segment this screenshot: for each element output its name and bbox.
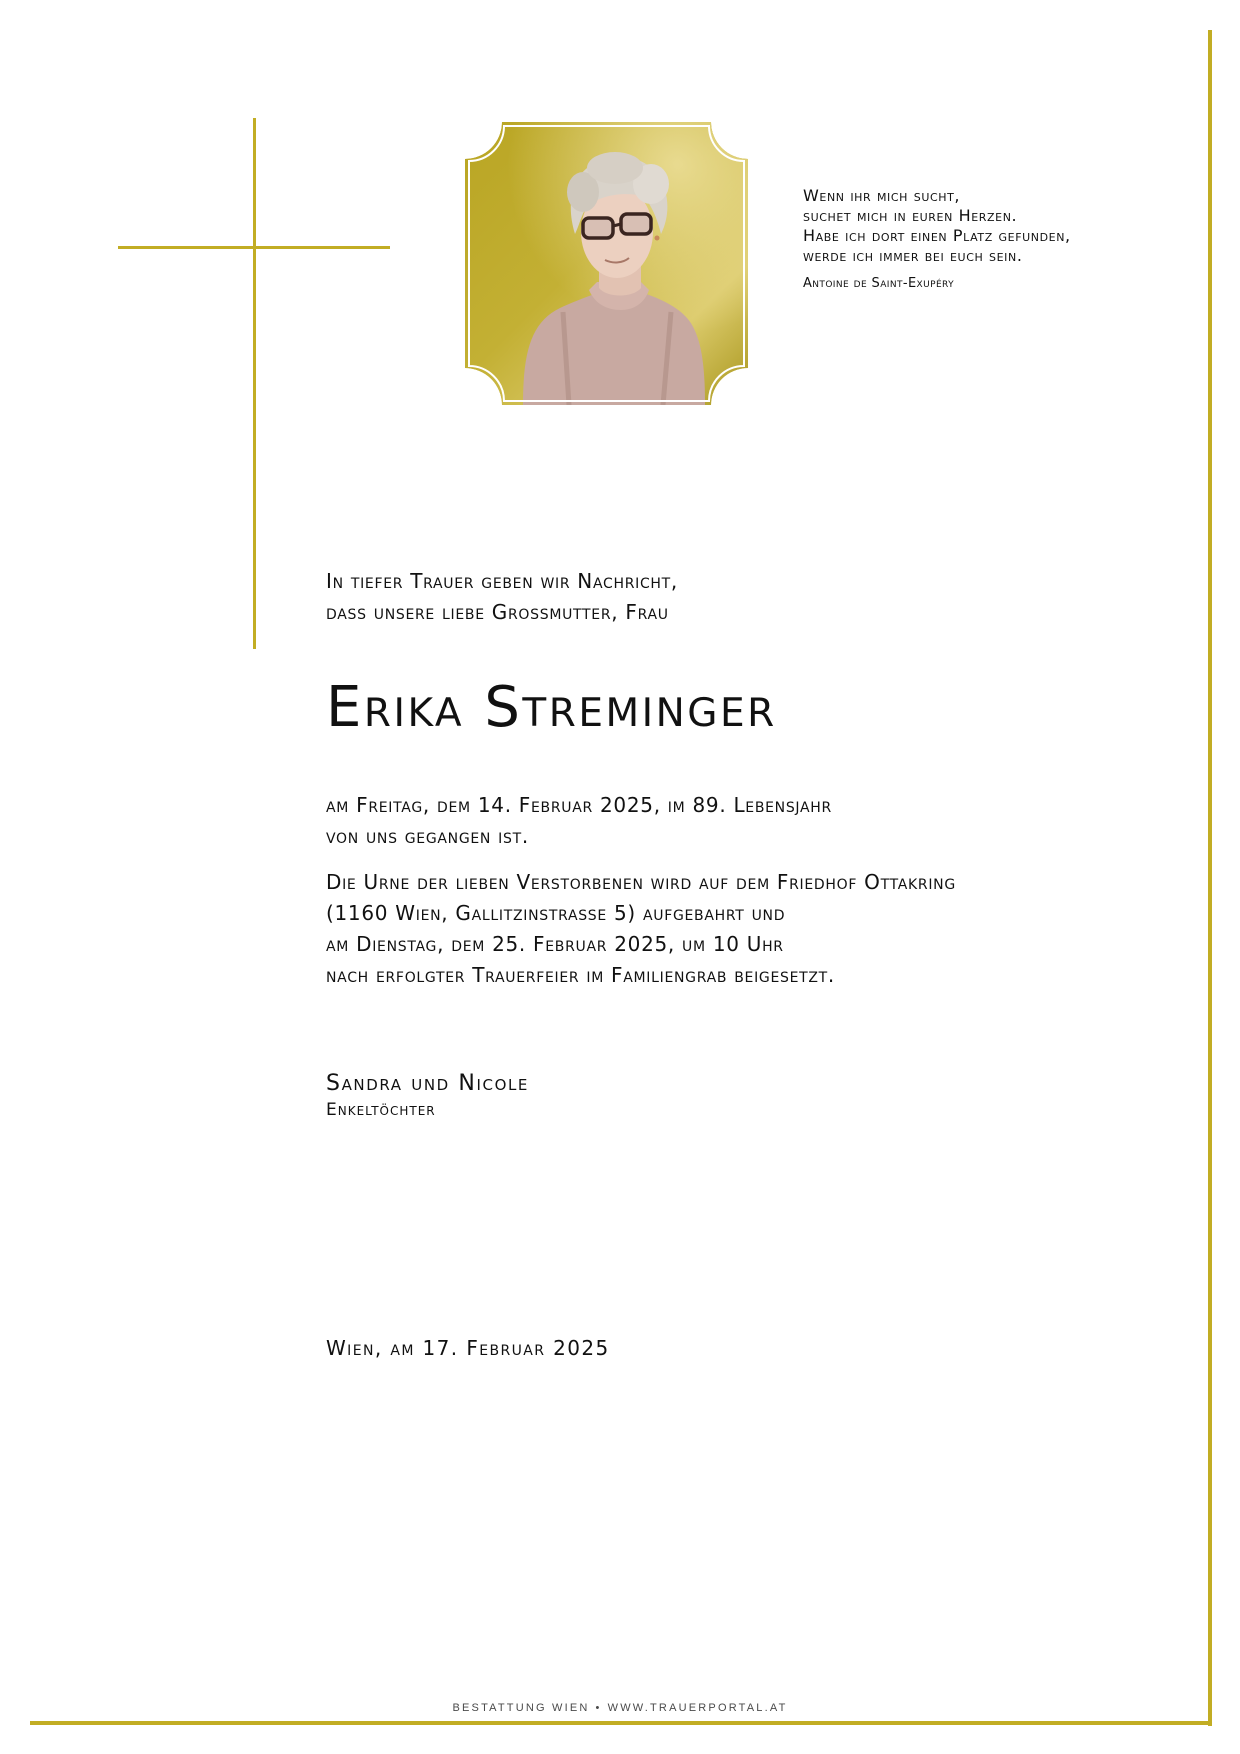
intro-line: dass unsere liebe Grossmutter, Frau — [326, 600, 669, 624]
signature-relation: Enkeltöchter — [326, 1100, 436, 1120]
quote-line: Habe ich dort einen Platz gefunden, — [803, 226, 1071, 245]
bottom-border-line — [30, 1721, 1212, 1725]
burial-line: (1160 Wien, Gallitzinstrasse 5) aufgebahrt und — [326, 901, 786, 925]
memorial-quote — [803, 186, 1071, 294]
death-line: am Freitag, dem 14. Februar 2025, im 89. Lebensjahr — [326, 793, 832, 817]
quote-line: suchet mich in euren Herzen. — [803, 206, 1018, 225]
quote-author: Antoine de Saint-Exupéry — [803, 276, 955, 291]
burial-line: am Dienstag, dem 25. Februar 2025, um 10 Uhr — [326, 932, 784, 956]
footer-website-link[interactable]: WWW.TRAUERPORTAL.AT — [607, 1702, 788, 1714]
cross-vertical-bar — [253, 118, 256, 649]
death-notice — [326, 790, 832, 852]
footer — [0, 1701, 1240, 1715]
portrait-frame — [465, 122, 748, 405]
cross-horizontal-bar — [118, 246, 390, 249]
bullet-separator-icon: • — [595, 1702, 602, 1714]
quote-line: werde ich immer bei euch sein. — [803, 246, 1023, 265]
death-line: von uns gegangen ist. — [326, 824, 529, 848]
footer-company: BESTATTUNG WIEN — [452, 1702, 590, 1714]
intro-line: In tiefer Trauer geben wir Nachricht, — [326, 569, 678, 593]
burial-line: Die Urne der lieben Verstorbenen wird auf dem Friedhof Ottakring — [326, 870, 956, 894]
burial-notice — [326, 867, 956, 991]
quote-line: Wenn ihr mich sucht, — [803, 186, 961, 205]
burial-line: nach erfolgter Trauerfeier im Familiengrab beigesetzt. — [326, 963, 835, 987]
deceased-name: Erika Streminger — [326, 675, 777, 740]
place-and-date: Wien, am 17. Februar 2025 — [326, 1336, 610, 1360]
announcement-intro — [326, 566, 678, 628]
portrait-photo — [465, 122, 748, 405]
signature-names: Sandra und Nicole — [326, 1071, 530, 1096]
right-border-line — [1208, 30, 1212, 1726]
